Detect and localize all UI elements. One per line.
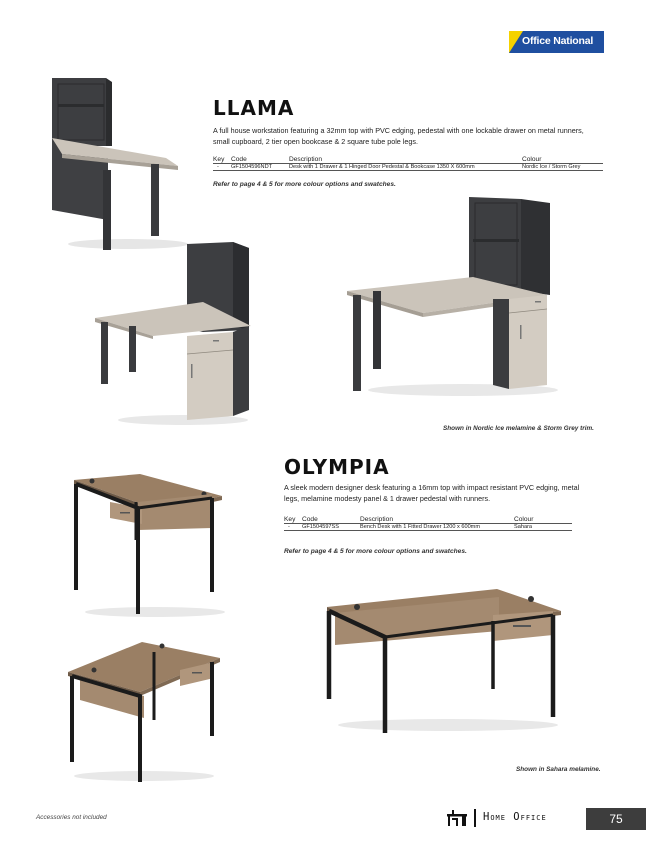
llama-spec-header-row xyxy=(213,156,603,164)
table-row xyxy=(284,524,572,531)
llama-caption: Shown in Nordic Ice melamine & Storm Grey trim. xyxy=(443,425,594,432)
olympia-row-colour: Sahara xyxy=(514,524,572,531)
olympia-header-key: Key xyxy=(284,516,302,524)
olympia-caption: Shown in Sahara melamine. xyxy=(516,766,601,773)
llama-description: A full house workstation featuring a 32mm top with PVC edging, pedestal with one lockable drawer on metal runners, small cupboard, 2 tier open bookcase & 2 square tube pole legs. xyxy=(213,126,584,146)
llama-row-key: - xyxy=(213,164,231,171)
footer-section-label: Home Office xyxy=(483,811,547,823)
llama-header-key: Key xyxy=(213,156,231,164)
olympia-spec-table xyxy=(284,516,572,531)
olympia-photo-front-view xyxy=(323,585,563,735)
llama-title: LLAMA xyxy=(213,96,295,120)
olympia-colour-note: Refer to page 4 & 5 for more colour options and swatches. xyxy=(284,548,467,555)
llama-photo-side-view xyxy=(48,74,203,252)
llama-photo-front-view xyxy=(93,240,253,430)
olympia-spec-header-row xyxy=(284,516,572,524)
llama-row-description: Desk with 1 Drawer & 1 Hinged Door Pedestal & Bookcase 1350 X 600mm xyxy=(289,164,522,171)
olympia-header-code: Code xyxy=(302,516,360,524)
logo-yellow-wedge xyxy=(509,31,523,53)
office-national-logo xyxy=(509,31,604,53)
llama-row-code: GF1504596NDT xyxy=(231,164,289,171)
llama-header-code: Code xyxy=(231,156,289,164)
llama-row-colour: Nordic Ice / Storm Grey xyxy=(522,164,603,171)
llama-header-colour: Colour xyxy=(522,156,603,164)
olympia-photo-rear-view xyxy=(70,472,230,620)
llama-spec-table xyxy=(213,156,603,171)
olympia-row-code: GF1504597SS xyxy=(302,524,360,531)
llama-photo-angled-view xyxy=(343,195,558,400)
olympia-description: A sleek modern designer desk featuring a 16mm top with impact resistant PVC edging, metal legs, melamine modesty panel & 1 drawer pedestal with runners. xyxy=(284,483,580,503)
table-row xyxy=(213,164,603,171)
olympia-photo-angle-view xyxy=(64,640,224,785)
desk-chair-icon xyxy=(447,810,467,826)
logo-text: Office National xyxy=(522,35,594,47)
olympia-row-key: - xyxy=(284,524,302,531)
olympia-title: OLYMPIA xyxy=(284,455,390,479)
footer-accessories-note: Accessories not included xyxy=(36,814,107,821)
olympia-row-description: Bench Desk with 1 Fitted Drawer 1200 x 600mm xyxy=(360,524,514,531)
olympia-header-colour: Colour xyxy=(514,516,572,524)
llama-colour-note: Refer to page 4 & 5 for more colour options and swatches. xyxy=(213,181,396,188)
llama-header-description: Description xyxy=(289,156,522,164)
page-number: 75 xyxy=(586,808,646,830)
footer-divider xyxy=(474,809,476,827)
olympia-header-description: Description xyxy=(360,516,514,524)
